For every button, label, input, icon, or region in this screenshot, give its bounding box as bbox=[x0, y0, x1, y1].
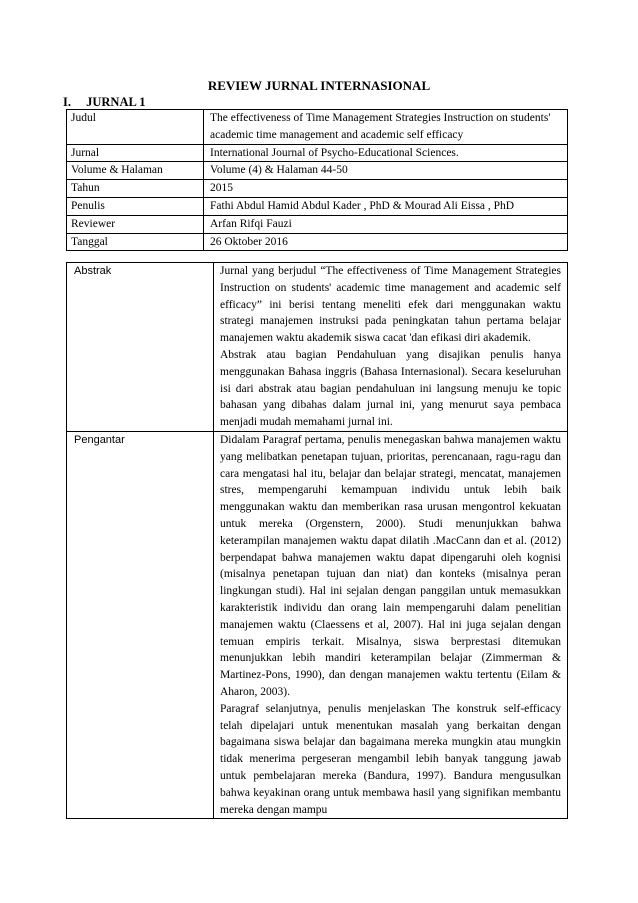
table-row bbox=[67, 233, 568, 251]
pengantar-paragraph-2: Paragraf selanjutnya, penulis menjelaskan The konstruk self-efficacy telah dipelajari untuk menentukan masalah yang berkaitan dengan bagaimana siswa belajar dan bagaimana mereka mungkin atau mungkin tidak menerima pergeseran mengambil lebih banyak tanggung jawab untuk pembelajaran mereka (Bandura, 1997). Bandura mengusulkan bahwa keyakinan orang untuk membawa hasil yang signifikan membantu mereka dengan mampu bbox=[220, 702, 561, 816]
review-table bbox=[66, 262, 568, 819]
row-value-reviewer: Arfan Rifqi Fauzi bbox=[204, 215, 568, 233]
row-value-tahun: 2015 bbox=[204, 180, 568, 198]
section-title: JURNAL 1 bbox=[86, 95, 146, 109]
row-label-jurnal: Jurnal bbox=[67, 144, 204, 162]
row-label-penulis: Penulis bbox=[67, 197, 204, 215]
row-value-penulis: Fathi Abdul Hamid Abdul Kader , PhD & Mourad Ali Eissa , PhD bbox=[204, 197, 568, 215]
row-value-tanggal: 26 Oktober 2016 bbox=[204, 233, 568, 251]
pengantar-label: Pengantar bbox=[67, 431, 214, 818]
abstrak-content bbox=[214, 263, 568, 432]
abstrak-paragraph-2: Abstrak atau bagian Pendahuluan yang disajikan penulis hanya menggunakan Bahasa inggris (Bahasa Internasional). Secara keseluruhan isi dari abstrak atau bagian pendahuluan ini langsung menuju ke topic bahasan yang dibahas dalam jurnal ini, yang menurut saya pembaca menjadi mudah memahami jurnal ini. bbox=[220, 348, 561, 429]
table-row bbox=[67, 110, 568, 145]
row-label-volume: Volume & Halaman bbox=[67, 162, 204, 180]
row-value-jurnal: International Journal of Psycho-Educational Sciences. bbox=[204, 144, 568, 162]
row-value-volume: Volume (4) & Halaman 44-50 bbox=[204, 162, 568, 180]
journal-info-table bbox=[66, 109, 568, 251]
table-row bbox=[67, 431, 568, 818]
section-number: I. bbox=[63, 95, 71, 109]
table-row bbox=[67, 197, 568, 215]
table-row bbox=[67, 162, 568, 180]
row-label-tahun: Tahun bbox=[67, 180, 204, 198]
document-title: REVIEW JURNAL INTERNASIONAL bbox=[207, 78, 431, 93]
section-heading bbox=[63, 95, 146, 110]
table-row bbox=[67, 263, 568, 432]
pengantar-content bbox=[214, 431, 568, 818]
pengantar-paragraph-1: Didalam Paragraf pertama, penulis menegaskan bahwa manajemen waktu yang melibatkan penetapan tujuan, prioritas, perencanaan, ragu-ragu dan cara mengatasi hal itu, belajar dan belajar strategi, mencatat, manajemen stres, mempengaruhi kemampuan individu untuk lebih baik menggunakan waktu dan memberikan rasa urusan mengontrol kekuatan untuk mereka (Orgenstern, 2000). Studi menunjukkan bahwa keterampilan manajemen waktu dapat dilatih .MacCann dan et al. (2012) berpendapat bahwa manajemen waktu dapat dipengaruhi oleh kognisi (misalnya penetapan tujuan dan niat) dan konteks (misalnya peran lingkungan studi). Hal ini sejalan dengan panggilan untuk memasukkan karakteristik individu dan orang lain mempengaruhi dalam penelitian manajemen waktu (Claessens et al, 2007). Hal ini juga sejalan dengan temuan empiris terkait. Misalnya, siswa berprestasi ditemukan menunjukkan lebih mandiri keterampilan belajar (Zimmerman & Martinez-Pons, 1990), dan dengan manajemen waktu tertentu (Eilam & Aharon, 2003). bbox=[220, 433, 561, 698]
abstrak-paragraph-1: Jurnal yang berjudul “The effectiveness of Time Management Strategies Instruction on students' academic time management and academic self efficacy” ini berisi tentang meneliti efek dari menggunakan waktu strategi manajemen instruksi pada peningkatan tahun pertama belajar manajemen waktu akademik siswa cacat 'dan efikasi diri akademik. bbox=[220, 265, 561, 345]
table-row bbox=[67, 215, 568, 233]
abstrak-label: Abstrak bbox=[67, 263, 214, 432]
row-value-judul: The effectiveness of Time Management Strategies Instruction on students' academic time management and academic self efficacy bbox=[204, 110, 568, 145]
row-label-reviewer: Reviewer bbox=[67, 215, 204, 233]
row-label-judul: Judul bbox=[67, 110, 204, 145]
table-row bbox=[67, 144, 568, 162]
table-row bbox=[67, 180, 568, 198]
row-label-tanggal: Tanggal bbox=[67, 233, 204, 251]
